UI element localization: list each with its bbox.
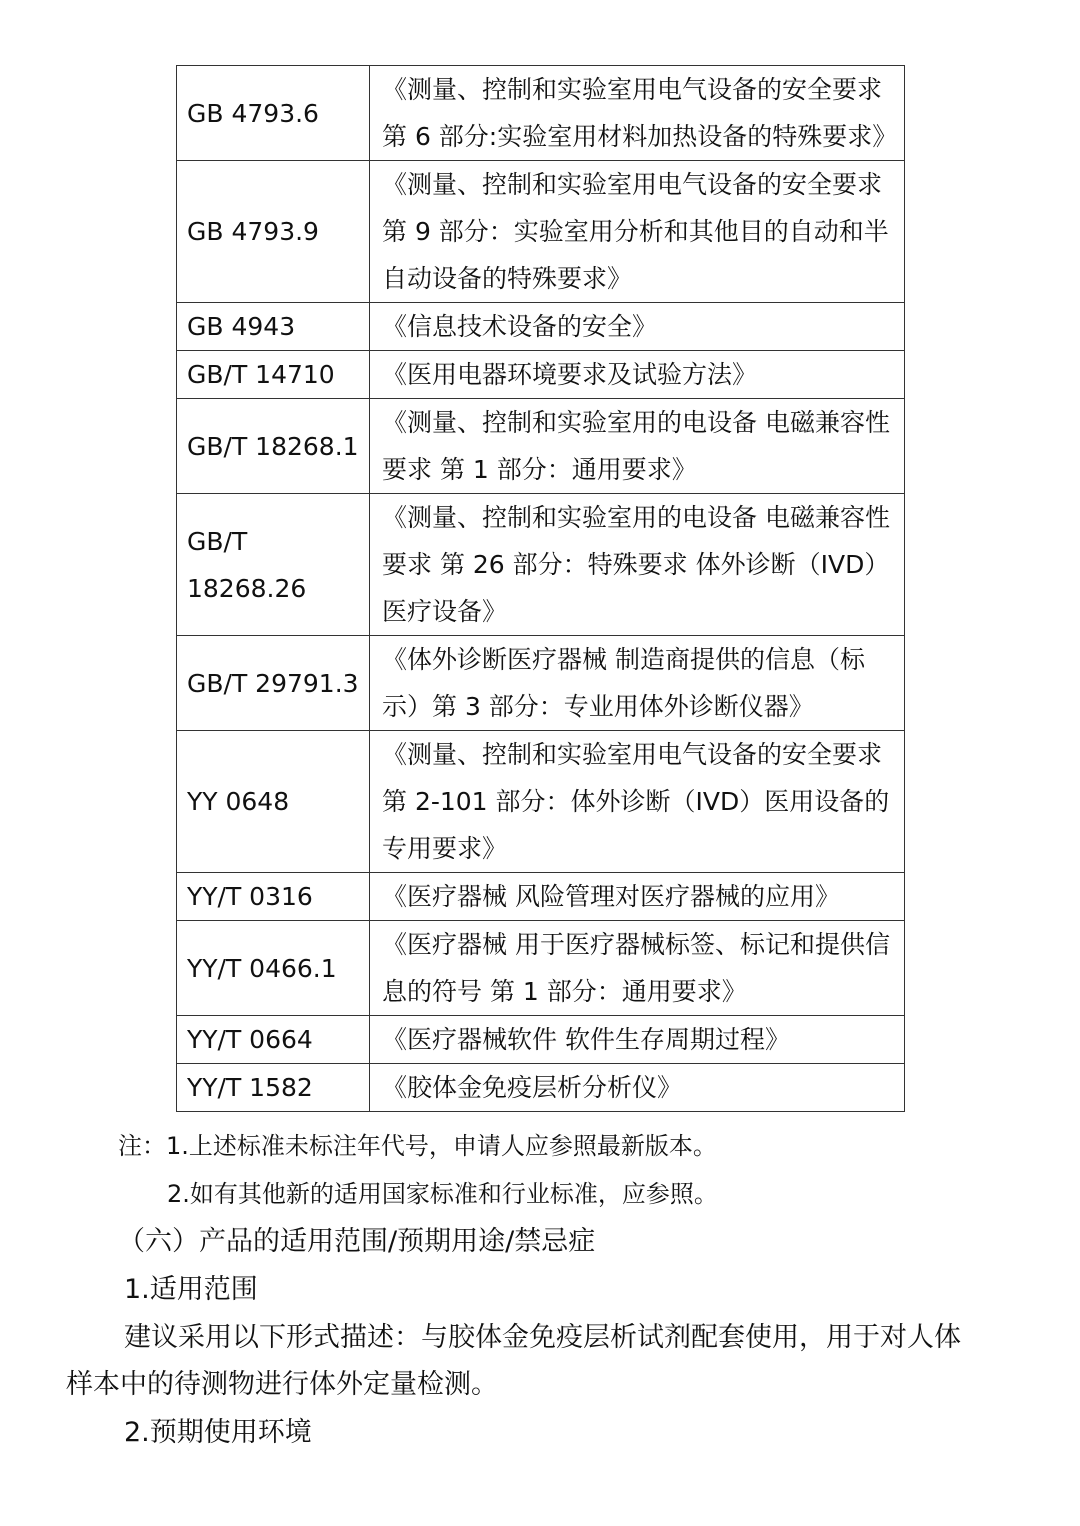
table-row bbox=[177, 1064, 905, 1112]
standard-title: 《测量、控制和实验室用电气设备的安全要求 第 6 部分:实验室用材料加热设备的特殊要求》 bbox=[370, 66, 905, 161]
standard-code: YY/T 0466.1 bbox=[177, 921, 370, 1016]
standard-code: GB/T 29791.3 bbox=[177, 636, 370, 731]
standard-code: GB 4793.9 bbox=[177, 161, 370, 303]
standard-title: 《测量、控制和实验室用的电设备 电磁兼容性 要求 第 26 部分：特殊要求 体外诊断（IVD） 医疗设备》 bbox=[370, 494, 905, 636]
standard-title: 《体外诊断医疗器械 制造商提供的信息（标 示）第 3 部分：专业用体外诊断仪器》 bbox=[370, 636, 905, 731]
table-row bbox=[177, 873, 905, 921]
note-1: 注：1.上述标准未标注年代号，申请人应参照最新版本。 bbox=[118, 1132, 717, 1160]
standard-code: GB/T 18268.26 bbox=[177, 494, 370, 636]
item1-text-line1: 建议采用以下形式描述：与胶体金免疫层析试剂配套使用，用于对人体 bbox=[124, 1322, 961, 1353]
standard-title: 《测量、控制和实验室用电气设备的安全要求 第 9 部分：实验室用分析和其他目的自动和半 自动设备的特殊要求》 bbox=[370, 161, 905, 303]
note-2: 2.如有其他新的适用国家标准和行业标准，应参照。 bbox=[167, 1180, 718, 1208]
standard-code: GB/T 18268.1 bbox=[177, 399, 370, 494]
standard-code: YY/T 0664 bbox=[177, 1016, 370, 1064]
standard-code: YY/T 1582 bbox=[177, 1064, 370, 1112]
standard-code: GB 4793.6 bbox=[177, 66, 370, 161]
table-row bbox=[177, 66, 905, 161]
standard-title: 《医用电器环境要求及试验方法》 bbox=[370, 351, 905, 399]
item1-title: 1.适用范围 bbox=[124, 1274, 258, 1305]
table-row bbox=[177, 303, 905, 351]
table-row bbox=[177, 161, 905, 303]
standard-code: YY 0648 bbox=[177, 731, 370, 873]
standard-code: GB/T 14710 bbox=[177, 351, 370, 399]
standard-title: 《医疗器械 风险管理对医疗器械的应用》 bbox=[370, 873, 905, 921]
standard-title: 《医疗器械 用于医疗器械标签、标记和提供信 息的符号 第 1 部分：通用要求》 bbox=[370, 921, 905, 1016]
standard-title: 《测量、控制和实验室用电气设备的安全要求 第 2-101 部分：体外诊断（IVD）医用设备的 专用要求》 bbox=[370, 731, 905, 873]
standard-title: 《信息技术设备的安全》 bbox=[370, 303, 905, 351]
item1-text-line2: 样本中的待测物进行体外定量检测。 bbox=[66, 1369, 498, 1400]
standard-code: GB 4943 bbox=[177, 303, 370, 351]
table-row bbox=[177, 399, 905, 494]
standards-table-body bbox=[177, 66, 905, 1112]
standard-title: 《医疗器械软件 软件生存周期过程》 bbox=[370, 1016, 905, 1064]
standards-table bbox=[176, 65, 905, 1112]
section-heading: （六）产品的适用范围/预期用途/禁忌症 bbox=[118, 1226, 596, 1257]
table-row bbox=[177, 921, 905, 1016]
standard-code: YY/T 0316 bbox=[177, 873, 370, 921]
standard-title: 《胶体金免疫层析分析仪》 bbox=[370, 1064, 905, 1112]
table-row bbox=[177, 636, 905, 731]
table-row bbox=[177, 351, 905, 399]
table-row bbox=[177, 731, 905, 873]
standard-title: 《测量、控制和实验室用的电设备 电磁兼容性 要求 第 1 部分：通用要求》 bbox=[370, 399, 905, 494]
item2-title: 2.预期使用环境 bbox=[124, 1417, 312, 1448]
table-row bbox=[177, 1016, 905, 1064]
table-row bbox=[177, 494, 905, 636]
